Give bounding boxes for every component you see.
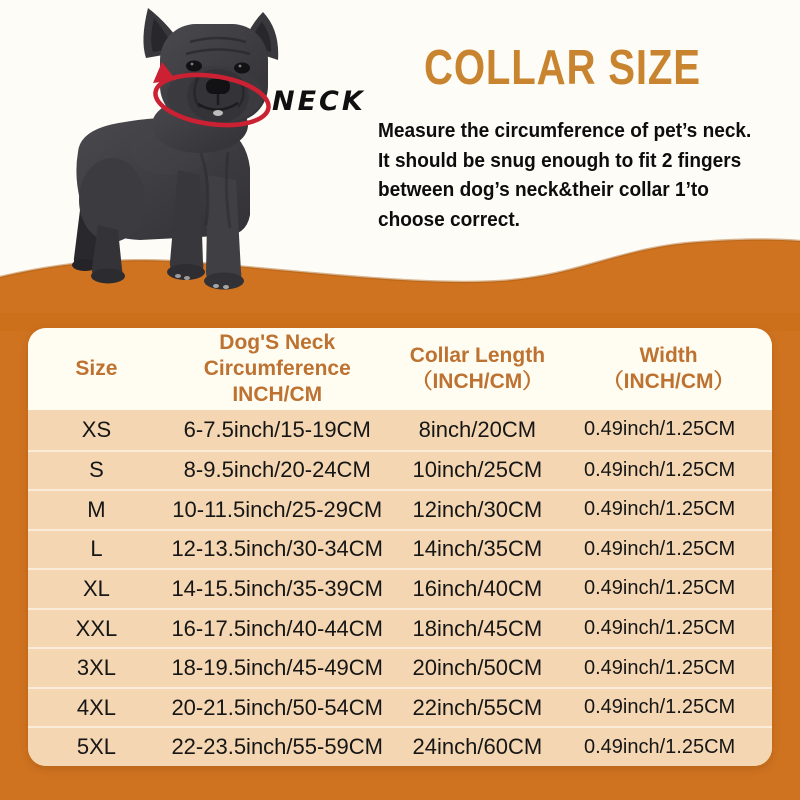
cell-size: XL bbox=[82, 575, 110, 601]
header-size: Size bbox=[75, 357, 118, 380]
table-row bbox=[28, 450, 772, 490]
header-collar-length: Collar Length （INCH/CM） bbox=[409, 344, 546, 393]
cell-neck: 14-15.5inch/35-39CM bbox=[171, 575, 384, 601]
cell-size: 5XL bbox=[76, 734, 117, 760]
cell-width: 0.49inch/1.25CM bbox=[583, 577, 736, 600]
cell-size: 4XL bbox=[76, 694, 117, 720]
cell-length: 24inch/60CM bbox=[412, 734, 543, 760]
cell-neck: 22-23.5inch/55-59CM bbox=[171, 734, 384, 760]
cell-length: 18inch/45CM bbox=[412, 615, 543, 641]
header-width: Width （INCH/CM） bbox=[602, 344, 735, 393]
dog-nose bbox=[206, 79, 230, 94]
instruction-line: Measure the circumference of pet’s neck. bbox=[378, 119, 752, 142]
header-neck-circumference: Dog'S Neck Circumference INCH/CM bbox=[203, 331, 351, 406]
measure-instructions bbox=[378, 116, 751, 234]
size-chart-card bbox=[28, 328, 772, 766]
neck-annotation-label: NECK bbox=[272, 86, 366, 117]
cell-size: XS bbox=[81, 416, 112, 442]
size-table-header bbox=[28, 328, 772, 410]
cell-width: 0.49inch/1.25CM bbox=[583, 617, 736, 639]
dog-eye-right bbox=[234, 63, 250, 74]
cell-neck: 16-17.5inch/40-44CM bbox=[171, 615, 384, 641]
cell-length: 10inch/25CM bbox=[412, 457, 543, 483]
table-row bbox=[28, 489, 772, 529]
cell-width: 0.49inch/1.25CM bbox=[583, 696, 736, 719]
cell-size: XXL bbox=[75, 615, 118, 641]
cell-neck: 6-7.5inch/15-19CM bbox=[183, 416, 371, 442]
cell-width: 0.49inch/1.25CM bbox=[583, 656, 736, 679]
page-title: COLLAR SIZE bbox=[424, 41, 701, 95]
cell-length: 22inch/55CM bbox=[412, 694, 543, 720]
cell-neck: 20-21.5inch/50-54CM bbox=[171, 694, 384, 720]
cell-length: 20inch/50CM bbox=[412, 655, 543, 681]
cell-width: 0.49inch/1.25CM bbox=[583, 418, 736, 441]
cell-neck: 10-11.5inch/25-29CM bbox=[172, 496, 383, 522]
cell-width: 0.49inch/1.25CM bbox=[583, 735, 736, 758]
instruction-line: It should be snug enough to fit 2 fingers bbox=[378, 148, 742, 172]
cell-neck: 12-13.5inch/30-34CM bbox=[171, 536, 384, 562]
table-row bbox=[28, 529, 772, 569]
cell-length: 14inch/35CM bbox=[412, 536, 543, 562]
table-row bbox=[28, 568, 772, 608]
table-row bbox=[28, 647, 772, 687]
cell-length: 12inch/30CM bbox=[412, 496, 543, 522]
cell-width: 0.49inch/1.25CM bbox=[583, 537, 736, 560]
size-table-rows bbox=[28, 410, 772, 766]
cell-size: 3XL bbox=[76, 655, 117, 681]
instruction-line: choose correct. bbox=[378, 207, 520, 231]
cell-size: S bbox=[89, 457, 104, 483]
cell-width: 0.49inch/1.25CM bbox=[583, 498, 736, 521]
cell-length: 16inch/40CM bbox=[412, 575, 543, 601]
instruction-line: between dog’s neck&their collar 1’to bbox=[378, 178, 709, 201]
cell-length: 8inch/20CM bbox=[418, 416, 537, 442]
cell-size: M bbox=[87, 496, 106, 522]
dog-eye-left bbox=[186, 61, 202, 72]
dog-photo bbox=[50, 0, 330, 300]
dog-front-leg-right bbox=[206, 175, 241, 282]
cell-neck: 18-19.5inch/45-49CM bbox=[171, 655, 384, 681]
table-row bbox=[28, 726, 772, 766]
cell-size: L bbox=[90, 536, 103, 562]
table-row bbox=[28, 608, 772, 648]
cell-width: 0.49inch/1.25CM bbox=[583, 458, 736, 481]
cell-neck: 8-9.5inch/20-24CM bbox=[183, 457, 371, 483]
table-row bbox=[28, 687, 772, 727]
table-row bbox=[28, 410, 772, 450]
